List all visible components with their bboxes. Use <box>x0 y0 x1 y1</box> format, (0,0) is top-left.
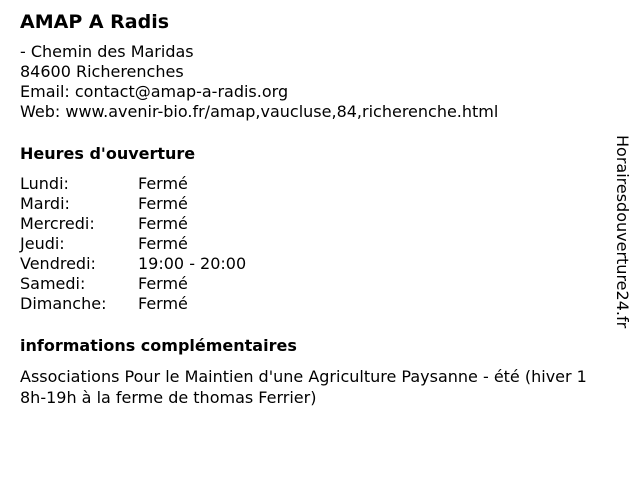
city-postcode: 84600 Richerenches <box>20 62 184 81</box>
hours-table <box>20 174 600 314</box>
info-text: Associations Pour le Maintien d'une Agriculture Paysanne - été (hiver 18h-19h à la ferme de thomas Ferrier) <box>20 367 587 407</box>
listing-card <box>20 10 600 408</box>
hours-row <box>20 194 600 214</box>
hours-time: Fermé <box>138 274 188 293</box>
hours-day: Vendredi: <box>20 254 96 273</box>
hours-day: Mercredi: <box>20 214 95 233</box>
hours-day: Dimanche: <box>20 294 107 313</box>
hours-time: Fermé <box>138 234 188 253</box>
hours-row <box>20 174 600 194</box>
hours-day: Jeudi: <box>20 234 65 253</box>
info-heading: informations complémentaires <box>20 336 297 355</box>
business-title: AMAP A Radis <box>20 11 170 33</box>
hours-row <box>20 294 600 314</box>
hours-heading: Heures d'ouverture <box>20 144 196 163</box>
hours-day: Mardi: <box>20 194 70 213</box>
hours-row <box>20 214 600 234</box>
email-line: Email: contact@amap-a-radis.org <box>20 82 289 101</box>
street-address: - Chemin des Maridas <box>20 42 194 61</box>
hours-time: Fermé <box>138 294 188 313</box>
hours-time: Fermé <box>138 174 188 193</box>
website-line: Web: www.avenir-bio.fr/amap,vaucluse,84,richerenche.html <box>20 102 499 121</box>
hours-time: 19:00 - 20:00 <box>138 254 247 273</box>
address-block <box>20 42 600 122</box>
hours-day: Samedi: <box>20 274 86 293</box>
hours-row <box>20 274 600 294</box>
hours-time: Fermé <box>138 214 188 233</box>
hours-time: Fermé <box>138 194 188 213</box>
site-watermark: Horairesdouverture24.fr <box>613 135 632 329</box>
hours-row <box>20 234 600 254</box>
hours-row <box>20 254 600 274</box>
hours-day: Lundi: <box>20 174 69 193</box>
